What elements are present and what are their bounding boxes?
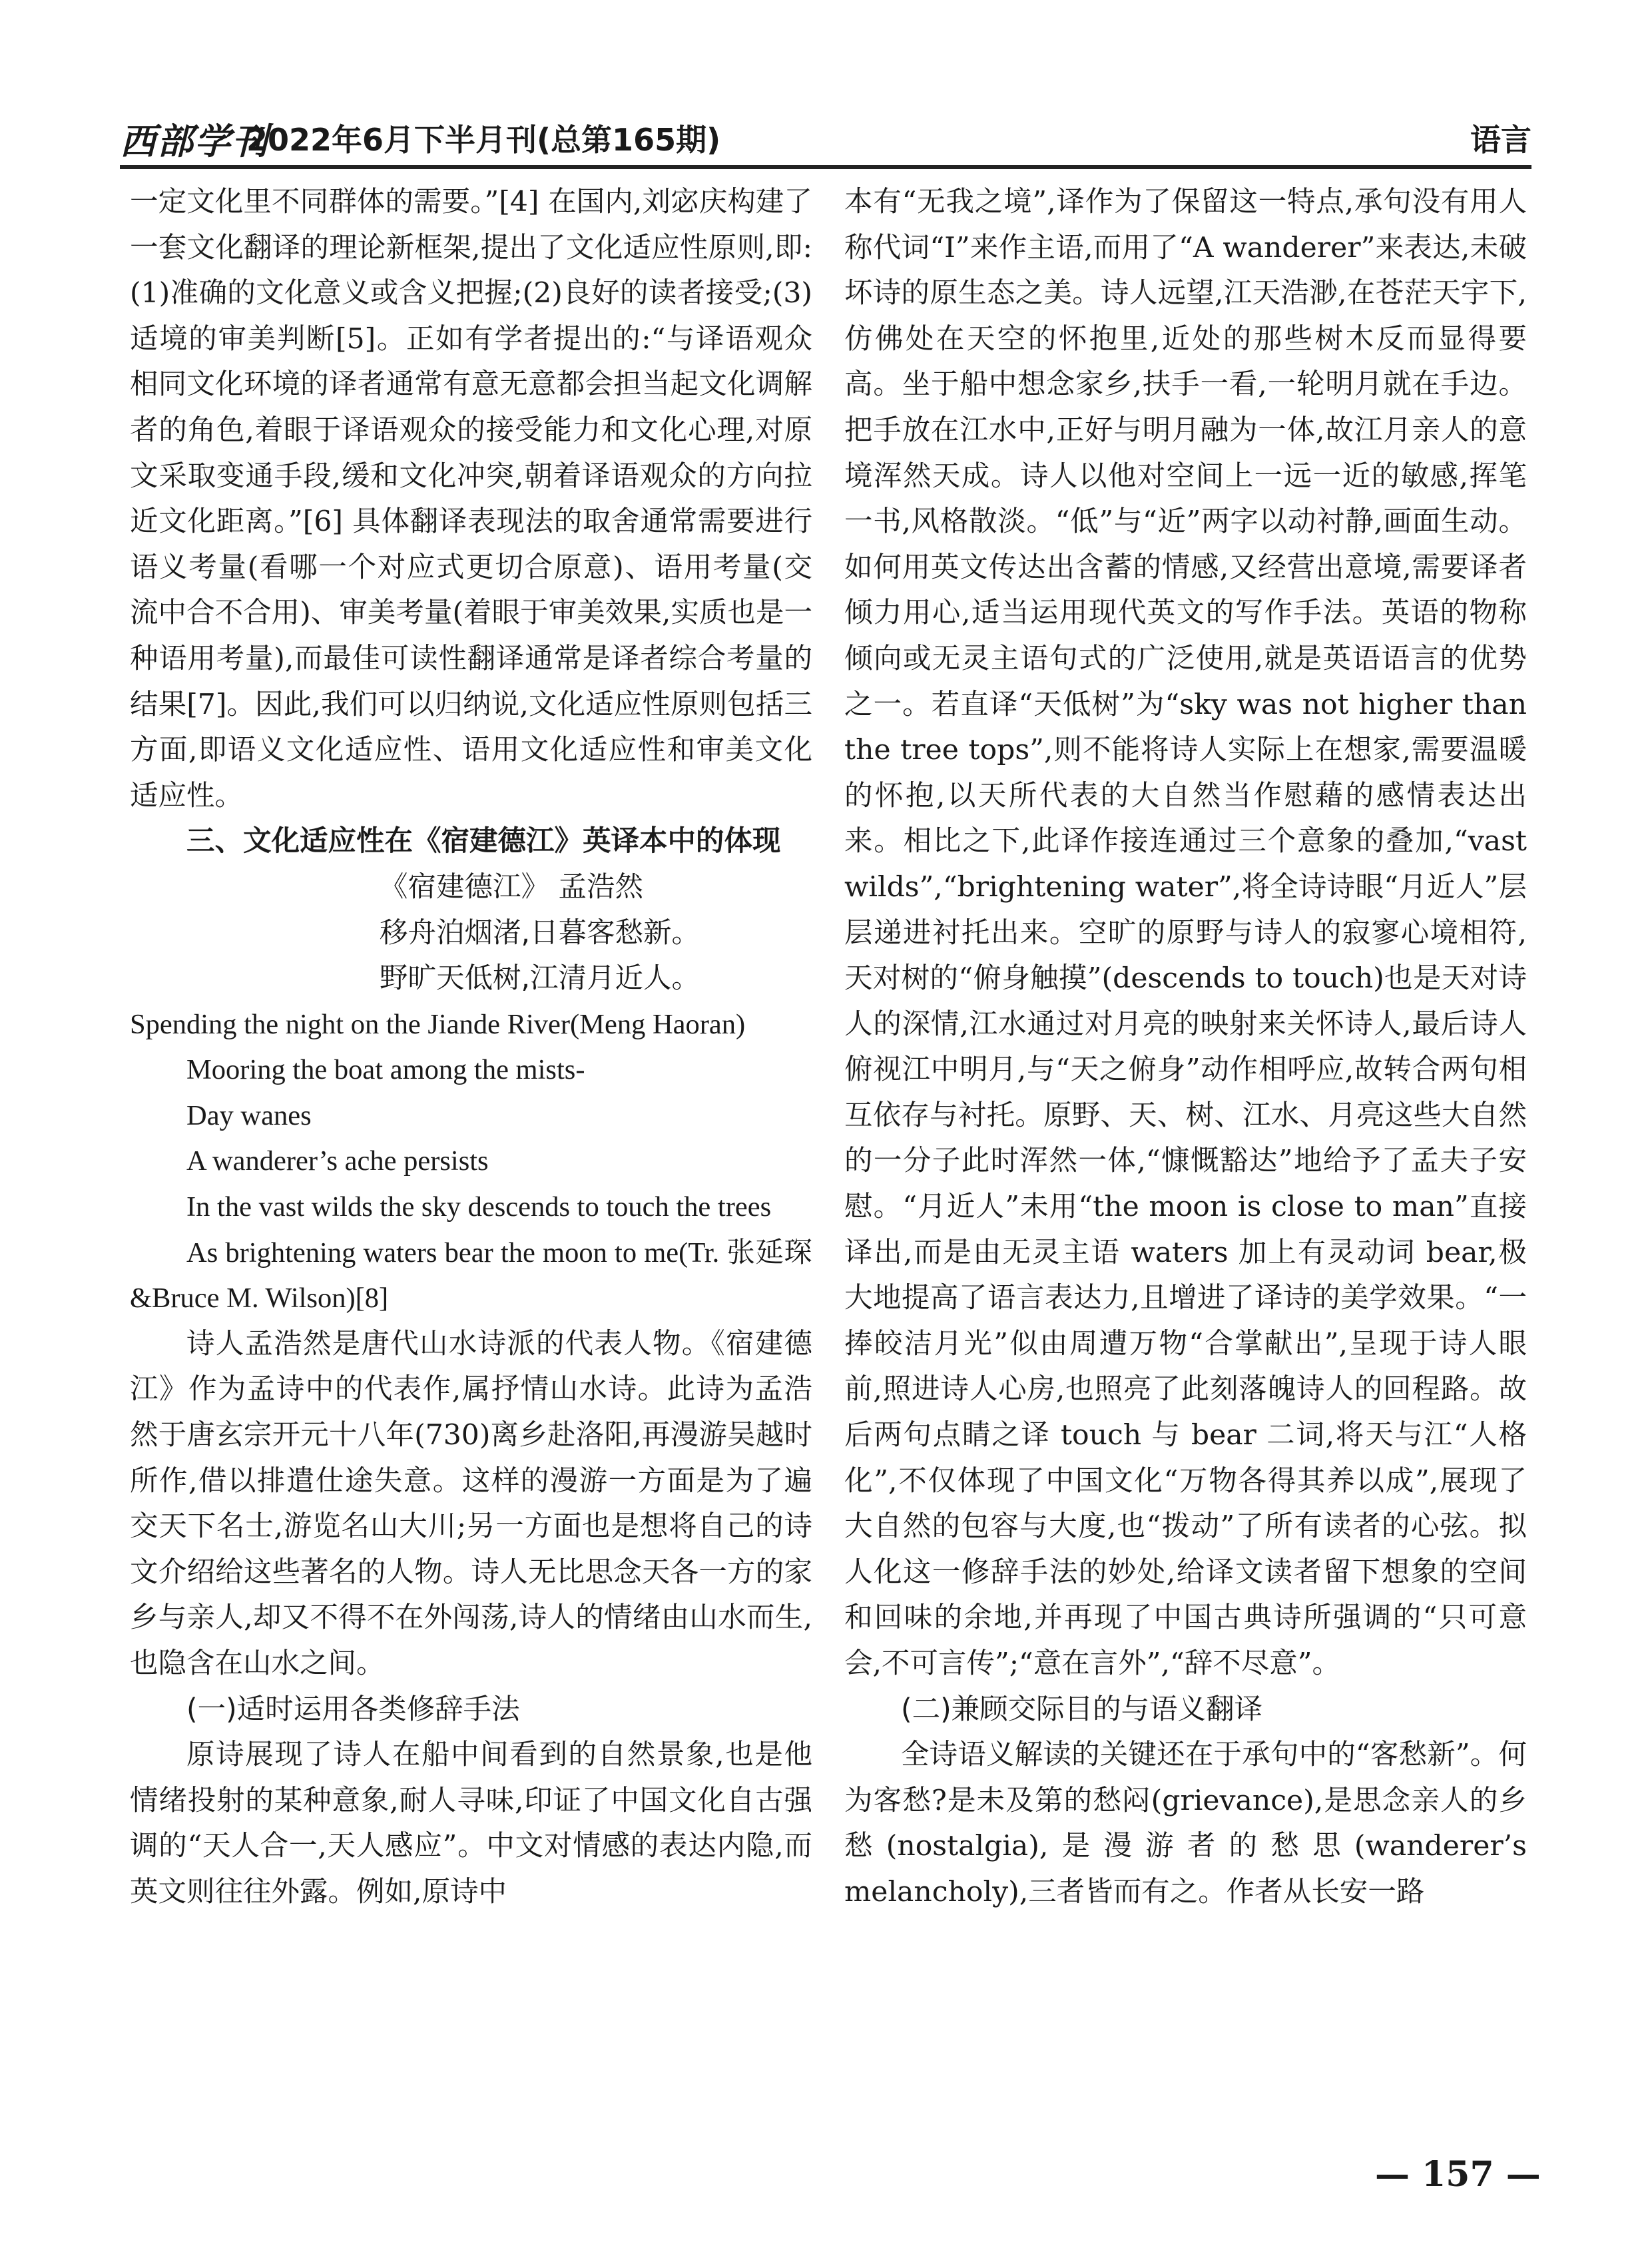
paragraph: 全诗语义解读的关键还在于承句中的“客愁新”。何为客愁?是未及第的愁闷(grievance),是思念亲人的乡愁(nostalgia),是漫游者的愁思(wanderer’s melancholy),三者皆而有之。作者从长安一路 — [844, 1739, 1527, 1908]
subsection-heading: (一)适时运用各类修辞手法 — [186, 1693, 520, 1726]
poem-title: 《宿建德江》 孟浩然 — [380, 870, 644, 904]
translation-line: In the vast wilds the sky descends to touch the trees — [186, 1191, 772, 1223]
subsection-heading: (二)兼顾交际目的与语义翻译 — [901, 1693, 1263, 1726]
journal-logo: 西部学刊 — [120, 120, 269, 162]
page-header — [120, 107, 1531, 166]
translation-title: Spending the night on the Jiande River(Meng Haoran) — [130, 1008, 746, 1040]
section-label: 语言 — [1470, 122, 1531, 158]
left-column — [130, 180, 812, 1916]
translation-line: As brightening waters bear the moon to me(Tr. 张延琛 &Bruce M. Wilson)[8] — [130, 1237, 812, 1314]
paragraph: 诗人孟浩然是唐代山水诗派的代表人物。《宿建德江》作为孟诗中的代表作,属抒情山水诗。此诗为孟浩然于唐玄宗开元十八年(730)离乡赴洛阳,再漫游吴越时所作,借以排遣仕途失意。这样的漫游一方面是为了遍交天下名士,游览名山大川;另一方面也是想将自己的诗文介绍给这些著名的人物。诗人无比思念天各一方的家乡与亲人,却又不得不在外闯荡,诗人的情绪由山水而生,也隐含在山水之间。 — [130, 1327, 812, 1680]
issue-info: 2022年6月下半月刊(总第165期) — [246, 122, 721, 158]
poem-line: 野旷天低树,江清月近人。 — [380, 962, 700, 995]
paragraph: 本有“无我之境”,译作为了保留这一特点,承句没有用人称代词“I”来作主语,而用了“A wanderer”来表达,未破坏诗的原生态之美。诗人远望,江天浩渺,在苍茫天宇下,仿佛处在天空的怀抱里,近处的那些树木反而显得要高。坐于船中想念家乡,扶手一看,一轮明月就在手边。把手放在江水中,正好与明月融为一体,故江月亲人的意境浑然天成。诗人以他对空间上一远一近的敏感,挥笔一书,风格散淡。“低”与“近”两字以动衬静,画面生动。如何用英文传达出含蓄的情感,又经营出意境,需要译者倾力用心,适当运用现代英文的写作手法。英语的物称倾向或无灵主语句式的广泛使用,就是英语语言的优势之一。若直译“天低树”为“sky was not higher than the tree tops”,则不能将诗人实际上在想家,需要温暖的怀抱,以天所代表的大自然当作慰藉的感情表达出来。相比之下,此译作接连通过三个意象的叠加,“vast wilds”,“brightening water”,将全诗诗眼“月近人”层层递进衬托出来。空旷的原野与诗人的寂寥心境相符,天对树的“俯身触摸”(descends to touch)也是天对诗人的深情,江水通过对月亮的映射来关怀诗人,最后诗人俯视江中明月,与“天之俯身”动作相呼应,故转合两句相互依存与衬托。原野、天、树、江水、月亮这些大自然的一分子此时浑然一体,“慷慨豁达”地给予了孟夫子安慰。“月近人”未用“the moon is close to man”直接译出,而是由无灵主语 waters 加上有灵动词 bear,极大地提高了语言表达力,且增进了译诗的美学效果。“一捧皎洁月光”似由周遭万物“合掌献出”,呈现于诗人眼前,照进诗人心房,也照亮了此刻落魄诗人的回程路。故后两句点睛之译 touch 与 bear 二词,将天与江“人格化”,不仅体现了中国文化“万物各得其养以成”,展现了大自然的包容与大度,也“拨动”了所有读者的心弦。拟人化这一修辞手法的妙处,给译文读者留下想象的空间和回味的余地,并再现了中国古典诗所强调的“只可意会,不可言传”;“意在言外”,“辞不尽意”。 — [844, 186, 1527, 1680]
right-column — [844, 180, 1527, 1916]
translation-line: Day wanes — [186, 1099, 312, 1131]
page-number: — 157 — — [1375, 2154, 1541, 2195]
header-rule — [120, 165, 1531, 169]
section-heading: 三、文化适应性在《宿建德江》英译本中的体现 — [186, 825, 781, 858]
poem-line: 移舟泊烟渚,日暮客愁新。 — [380, 916, 700, 950]
translation-line: A wanderer’s ache persists — [186, 1145, 489, 1177]
paragraph: 一定文化里不同群体的需要。”[4] 在国内,刘宓庆构建了一套文化翻译的理论新框架,提出了文化适应性原则,即:(1)准确的文化意义或含义把握;(2)良好的读者接受;(3)适境的审美判断[5]。正如有学者提出的:“与译语观众相同文化环境的译者通常有意无意都会担当起文化调解者的角色,着眼于译语观众的接受能力和文化心理,对原文采取变通手段,缓和文化冲突,朝着译语观众的方向拉近文化距离。”[6] 具体翻译表现法的取舍通常需要进行语义考量(看哪一个对应式更切合原意)、语用考量(交流中合不合用)、审美考量(着眼于审美效果,实质也是一种语用考量),而最佳可读性翻译通常是译者综合考量的结果[7]。因此,我们可以归纳说,文化适应性原则包括三方面,即语义文化适应性、语用文化适应性和审美文化适应性。 — [130, 186, 812, 812]
translation-line: Mooring the boat among the mists- — [186, 1054, 585, 1086]
paragraph: 原诗展现了诗人在船中间看到的自然景象,也是他情绪投射的某种意象,耐人寻味,印证了中国文化自古强调的“天人合一,天人感应”。中文对情感的表达内隐,而英文则往往外露。例如,原诗中 — [130, 1739, 812, 1908]
